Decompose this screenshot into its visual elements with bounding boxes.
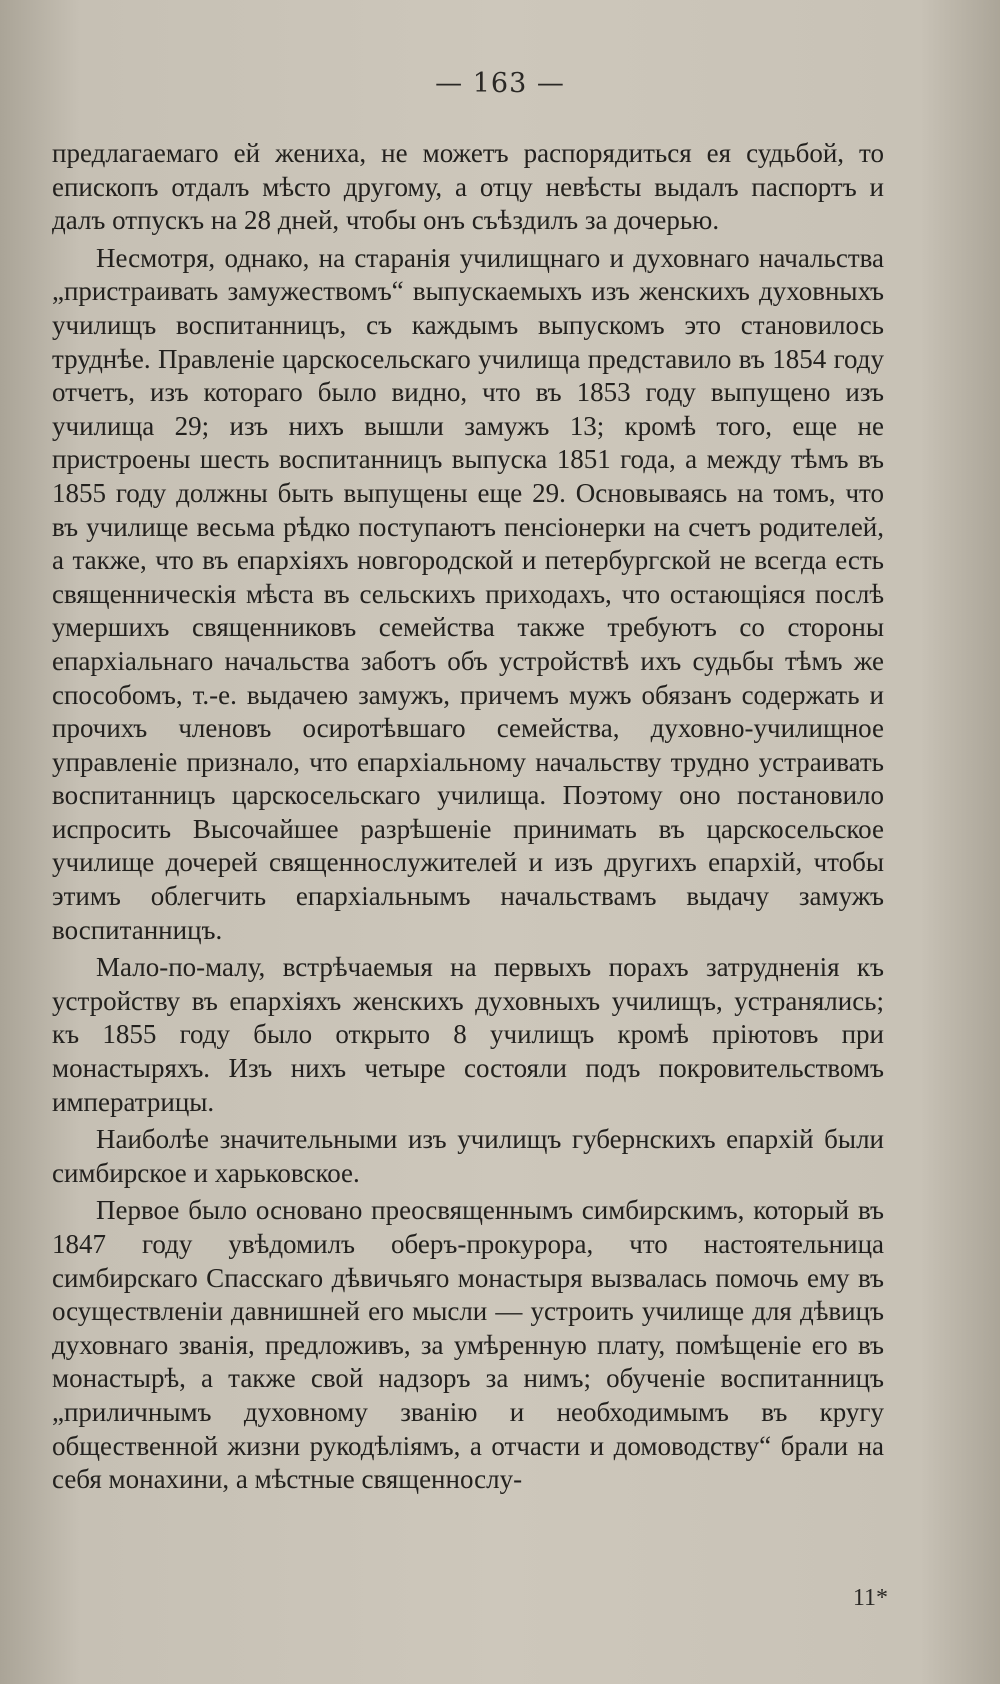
paragraph-5: Первое было основано преосвященнымъ симбирскимъ, который въ 1847 году увѣдомилъ оберъ-прокурора, что настоятельница симбирскаго Спасскаго дѣвичьяго монастыря вызвалась помочь ему въ осуществленіи давнишней его мысли — устроить училище для дѣвицъ духовнаго званія, предложивъ, за умѣренную плату, помѣщеніе его въ монастырѣ, а также свой надзоръ за нимъ; обученіе воспитанницъ „приличнымъ духовному званію и необходимымъ въ кругу общественной жизни рукодѣліямъ, а отчасти и домоводству“ брали на себя монахини, а мѣстные священнослу- bbox=[52, 1195, 884, 1495]
paragraph-1: предлагаемаго ей жениха, не можетъ распорядиться ея судьбой, то епископъ отдалъ мѣсто другому, а отцу невѣсты выдалъ паспортъ и далъ отпускъ на 28 дней, чтобы онъ съѣздилъ за дочерью. bbox=[52, 138, 884, 236]
body-text bbox=[52, 137, 884, 1501]
page-number: — 163 — bbox=[435, 68, 565, 99]
printer-signature-mark: 11* bbox=[852, 1585, 888, 1611]
paragraph-4: Наиболѣе значительными изъ училищъ губернскихъ епархій были симбирское и харьковское. bbox=[52, 1124, 884, 1188]
paragraph-3: Мало-по-малу, встрѣчаемыя на первыхъ порахъ затрудненія къ устройству въ епархіяхъ женскихъ духовныхъ училищъ, устранялись; къ 1855 году было открыто 8 училищъ кромѣ пріютовъ при монастыряхъ. Изъ нихъ четыре состояли подъ покровительствомъ императрицы. bbox=[52, 952, 884, 1117]
paragraph-2: Несмотря, однако, на старанія училищнаго и духовнаго начальства „пристраивать замужествомъ“ выпускаемыхъ изъ женскихъ духовныхъ училищъ воспитанницъ, съ каждымъ выпускомъ это становилось труднѣе. Правленіе царскосельскаго училища представило въ 1854 году отчетъ, изъ котораго было видно, что въ 1853 году выпущено изъ училища 29; изъ нихъ вышли замужъ 13; кромѣ того, еще не пристроены шесть воспитанницъ выпуска 1851 года, а между тѣмъ въ 1855 году должны быть выпущены еще 29. Основываясь на томъ, что въ училище весьма рѣдко поступаютъ пенсіонерки на счетъ родителей, а также, что въ епархіяхъ новгородской и петербургской не всегда есть священническія мѣста въ сельскихъ приходахъ, что остающіяся послѣ умершихъ священниковъ семейства также требуютъ со стороны епархіальнаго начальства заботъ объ устройствѣ ихъ судьбы тѣмъ же способомъ, т.-е. выдачею замужъ, причемъ мужъ обязанъ содержать и прочихъ членовъ осиротѣвшаго семейства, духовно-училищное управленіе признало, что епархіальному начальству трудно устраивать воспитанницъ царскосельскаго училища. Поэтому оно постановило испросить Высочайшее разрѣшеніе принимать въ царскосельское училище дочерей священнослужителей и изъ другихъ епархій, чтобы этимъ облегчить епархіальнымъ начальствамъ выдачу замужъ воспитанницъ. bbox=[52, 242, 884, 945]
